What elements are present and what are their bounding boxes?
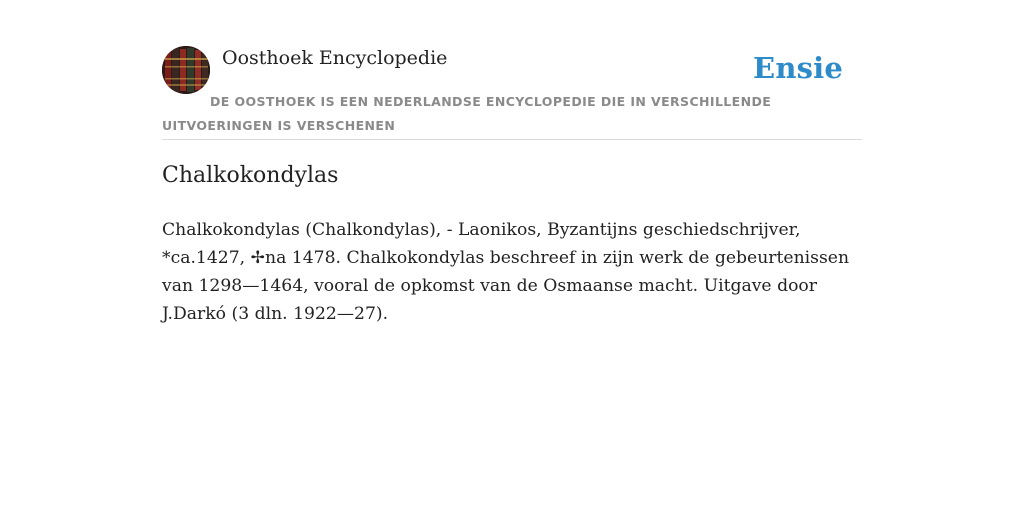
brand-logo[interactable]: Ensie <box>753 51 843 85</box>
article-body: Chalkokondylas (Chalkondylas), - Laonikos, Byzantijns geschiedschrijver, *ca.1427, ✢na 1478. Chalkokondylas beschreef in zijn werk de gebeurtenissen van 1298—1464, vooral de opkomst van de Osmaanse macht. Uitgave door J.Darkó (3 dln. 1922—27). <box>162 220 850 324</box>
site-tagline: DE OOSTHOEK IS EEN NEDERLANDSE ENCYCLOPEDIE DIE IN VERSCHILLENDE UITVOERINGEN IS VERSCHENEN <box>162 94 772 133</box>
site-title[interactable]: Oosthoek Encyclopedie <box>222 47 448 69</box>
site-header <box>162 46 862 140</box>
article-title: Chalkokondylas <box>162 163 339 188</box>
avatar[interactable] <box>162 46 210 94</box>
book-spines-icon <box>162 46 210 94</box>
